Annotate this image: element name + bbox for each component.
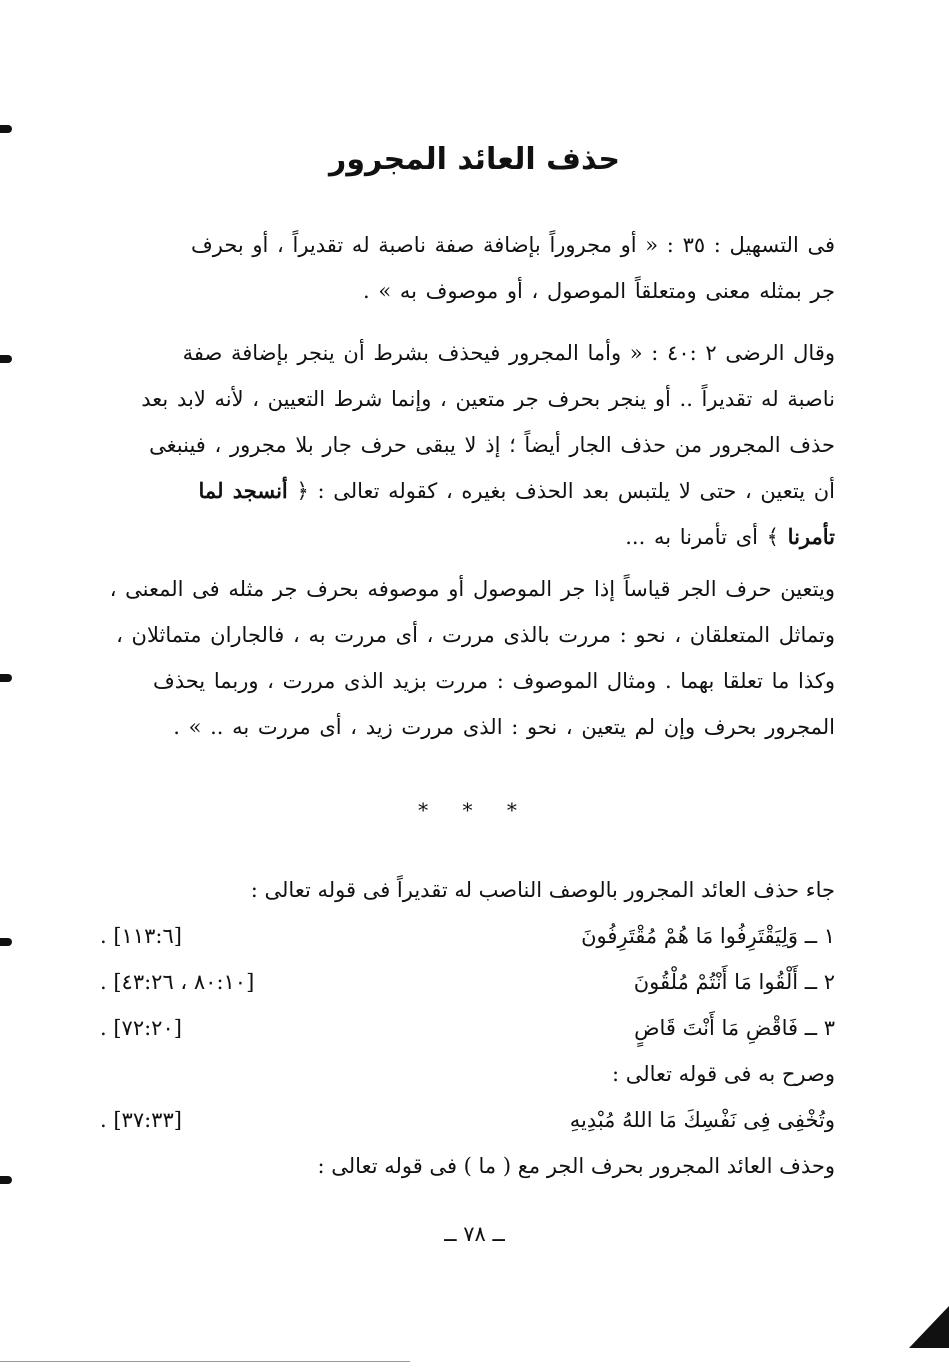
- verse-reference: [٨٠:١٠ ، ٤٣:٢٦] .: [100, 970, 255, 994]
- page-number: ــ ٧٨ ــ: [444, 1222, 505, 1246]
- text-run: أن يتعين ، حتى لا يلتبس بعد الحذف بغيره ، كقوله تعالى : ﴿: [296, 479, 835, 503]
- verse-reference: [١١٣:٦] .: [100, 924, 182, 948]
- edge-mark: [0, 1176, 12, 1184]
- explicit-intro: [100, 1062, 835, 1106]
- text-line: ويتعين حرف الجر قياساً إذا جر الموصول أو موصوفه بحرف جر مثله فى المعنى ،: [109, 577, 835, 601]
- page-title: حذف العائد المجرور: [329, 142, 620, 177]
- quran-example-row: [100, 1016, 835, 1060]
- paragraph-tasheel: [100, 222, 835, 314]
- text-line: وتماثل المتعلقان ، نحو : مررت بالذى مررت ، أى مررت به ، فالجاران متماثلان ،: [116, 623, 835, 647]
- edge-mark: [0, 674, 12, 682]
- edge-mark: [0, 125, 12, 133]
- text-line: وكذا ما تعلقا بهما . ومثال الموصوف : مررت بزيد الذى مررت ، وربما يحذف: [152, 669, 835, 693]
- closing-line: [100, 1154, 835, 1198]
- example-text: ٣ ــ فَاقْضِ مَا أَنْتَ قَاضٍ: [634, 1016, 835, 1040]
- corner-mark: [909, 1306, 949, 1348]
- edge-mark: [0, 355, 12, 363]
- paragraph-radi: [100, 330, 835, 560]
- section-separator: * * *: [418, 798, 531, 822]
- quran-quote: تأمرنا: [787, 524, 835, 549]
- text-line: جر بمثله معنى ومتعلقاً الموصول ، أو موصوف به » .: [363, 279, 835, 303]
- text-line: [100, 468, 835, 514]
- verse-reference: [٣٧:٣٣] .: [100, 1108, 182, 1132]
- text-line: ناصبة له تقديراً .. أو ينجر بحرف جر متعين ، وإنما شرط التعيين ، لأنه لابد بعد: [141, 387, 835, 411]
- text-line: [100, 514, 835, 560]
- paragraph-rules: [100, 566, 835, 750]
- quran-example-row: [100, 970, 835, 1014]
- text-run: ﴾ أى تأمرنا به ...: [625, 525, 779, 549]
- quran-example-row: [100, 924, 835, 968]
- section-intro: [100, 878, 835, 922]
- text-line: المجرور بحرف وإن لم يتعين ، نحو : الذى مررت زيد ، أى مررت به .. » .: [173, 715, 835, 739]
- quran-example-row: [100, 1108, 835, 1152]
- quran-quote: أنسجد لما: [198, 478, 288, 503]
- verse-reference: [٧٢:٢٠] .: [100, 1016, 182, 1040]
- example-text: ١ ــ وَلِيَقْتَرِفُوا مَا هُمْ مُقْتَرِفُونَ: [581, 924, 835, 948]
- text-line: وقال الرضى ٢ :٤٠ : « وأما المجرور فيحذف بشرط أن ينجر بإضافة صفة: [182, 341, 835, 365]
- text-line: حذف المجرور من حذف الجار أيضاً ؛ إذ لا يبقى حرف جار بلا مجرور ، فينبغى: [149, 433, 835, 457]
- example-text: وتُخْفِى فِى نَفْسِكَ مَا اللهُ مُبْدِيهِ: [569, 1108, 835, 1132]
- intro-text: جاء حذف العائد المجرور بالوصف الناصب له تقديراً فى قوله تعالى :: [250, 878, 835, 902]
- closing-text: وحذف العائد المجرور بحرف الجر مع ( ما ) فى قوله تعالى :: [317, 1154, 835, 1178]
- example-text: ٢ ــ أَلْقُوا مَا أَنْتُمْ مُلْقُونَ: [633, 970, 835, 994]
- edge-mark: [0, 938, 12, 946]
- text-line: فى التسهيل : ٣٥ : « أو مجروراً بإضافة صفة ناصبة له تقديراً ، أو بحرف: [190, 233, 835, 257]
- bottom-rule: [0, 1361, 410, 1362]
- explicit-text: وصرح به فى قوله تعالى :: [611, 1062, 835, 1086]
